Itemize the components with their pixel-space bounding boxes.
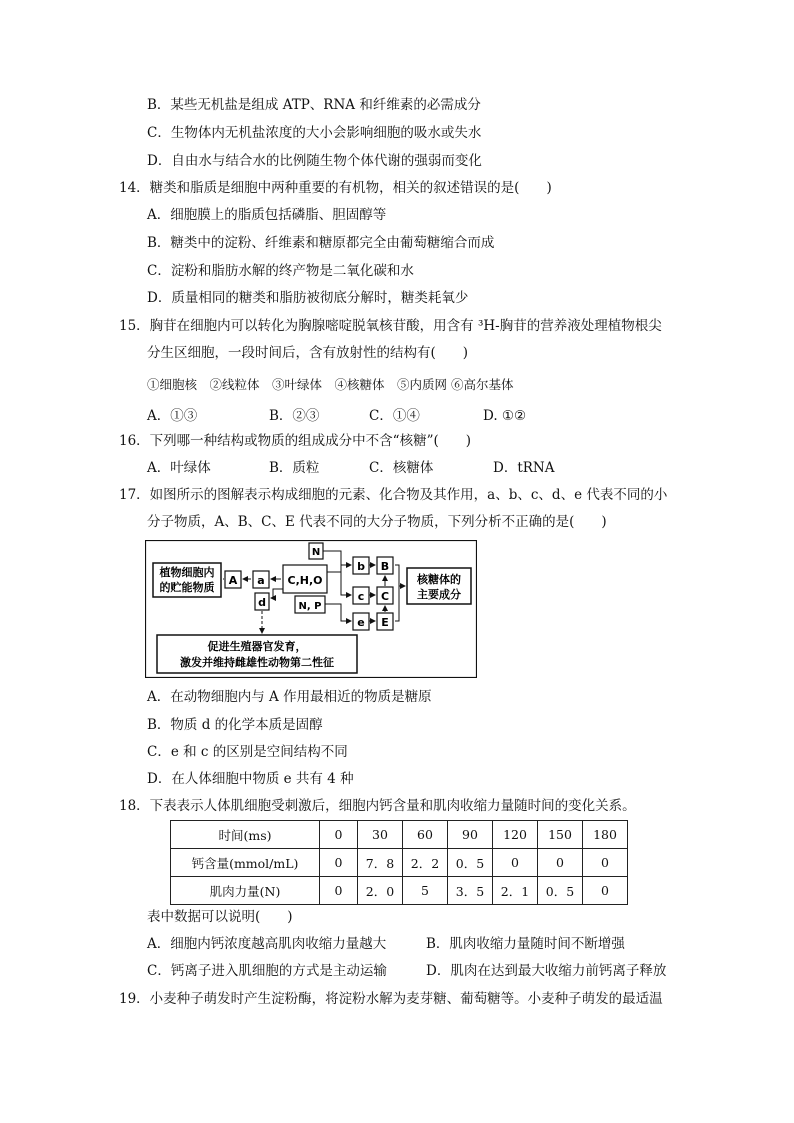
table-cell: 0 [583,877,628,905]
label-E: E [381,616,389,629]
table-row [171,821,628,849]
label-e: e [357,616,365,629]
q16-option-a: A．叶绿体 [147,460,211,476]
table-cell: 180 [583,821,628,849]
q16-option-b: B．质粒 [269,460,320,476]
label-C: C [380,590,390,603]
q18-table [170,820,628,905]
table-row [171,877,628,905]
table-cell: 30 [358,821,403,849]
table-cell: 0．5 [538,877,583,905]
table-cell: 90 [448,821,493,849]
q15-option-c: C．①④ [369,408,420,424]
q17-stem-line1: 17．如图所示的图解表示构成细胞的元素、化合物及其作用，a、b、c、d、e 代表不同的小 [119,487,668,503]
q14-option-c: C．淀粉和脂肪水解的终产物是二氧化碳和水 [147,263,414,279]
table-cell: 肌肉力量(N) [171,877,320,905]
q15-option-a: A．①③ [147,408,198,424]
table-cell: 0．5 [448,849,493,877]
label-d: d [258,596,266,609]
ribosome-label-2: 主要成分 [417,588,461,601]
q13-option-c: C．生物体内无机盐浓度的大小会影响细胞的吸水或失水 [147,125,482,141]
table-row [171,849,628,877]
table-cell: 2．2 [403,849,448,877]
q17-option-d: D．在人体细胞中物质 e 共有 4 种 [147,771,354,787]
table-cell: 0 [320,877,358,905]
q15-items: ①细胞核 ②线粒体 ③叶绿体 ④核糖体 ⑤内质网 ⑥高尔基体 [147,377,514,392]
q17-stem-line2: 分子物质，A、B、C、E 代表不同的大分子物质，下列分析不正确的是( ) [147,514,607,530]
q15-stem-line1: 15．胸苷在细胞内可以转化为胸腺嘧啶脱氧核苷酸，用含有 ³H-胸苷的营养液处理植物根尖 [119,318,662,334]
q16-option-c: C．核糖体 [369,460,434,476]
q18-option-c: C．钙离子进入肌细胞的方式是主动运输 [147,963,387,979]
q17-option-a: A．在动物细胞内与 A 作用最相近的物质是糖原 [147,689,432,705]
q18-option-a: A．细胞内钙浓度越高肌肉收缩力量越大 [147,936,387,952]
q18-after-table: 表中数据可以说明( ) [147,909,293,925]
q19-stem: 19．小麦种子萌发时产生淀粉酶，将淀粉水解为麦芽糖、葡萄糖等。小麦种子萌发的最适温 [119,991,663,1007]
q16-stem: 16．下列哪一种结构或物质的组成成分中不含“核糖”( ) [119,433,472,449]
q15-stem-line2: 分生区细胞，一段时间后，含有放射性的结构有( ) [147,345,469,361]
q15-option-d: D. ①② [483,408,527,424]
q18-option-d: D．肌肉在达到最大收缩力前钙离子释放 [426,963,667,979]
q17-option-b: B．物质 d 的化学本质是固醇 [147,717,323,733]
table-cell: 60 [403,821,448,849]
label-c: c [357,590,365,603]
storage-label-2: 的贮能物质 [159,581,215,594]
storage-label-1: 植物细胞内 [159,566,215,579]
table-cell: 0 [583,849,628,877]
label-A: A [228,574,238,587]
q17-option-c: C．e 和 c 的区别是空间结构不同 [147,744,348,760]
label-b: b [357,560,365,573]
q14-option-d: D．质量相同的糖类和脂肪被彻底分解时，糖类耗氧少 [147,290,469,306]
label-N: N [311,547,321,558]
table-cell: 120 [493,821,538,849]
function-label-1: 促进生殖器官发育， [207,640,307,653]
q14-option-a: A．细胞膜上的脂质包括磷脂、胆固醇等 [147,207,387,223]
table-cell: 0 [320,821,358,849]
q14-stem: 14．糖类和脂质是细胞中两种重要的有机物，相关的叙述错误的是( ) [119,180,552,196]
table-cell: 2．0 [358,877,403,905]
ribosome-label-1: 核糖体的 [417,573,461,586]
function-label-2: 激发并维持雌雄性动物第二性征 [180,656,334,669]
label-B: B [380,560,390,573]
table-cell: 0 [320,849,358,877]
q13-option-b: B．某些无机盐是组成 ATP、RNA 和纤维素的必需成分 [147,97,481,113]
table-cell: 钙含量(mmol/mL) [171,849,320,877]
table-cell: 150 [538,821,583,849]
table-cell: 5 [403,877,448,905]
table-cell: 7．8 [358,849,403,877]
table-cell: 0 [493,849,538,877]
q18-option-b: B．肌肉收缩力量随时间不断增强 [426,936,625,952]
label-chno: C,H,O [287,574,323,587]
table-cell: 时间(ms) [171,821,320,849]
table-cell: 0 [538,849,583,877]
q17-diagram [145,540,477,678]
q13-option-d: D．自由水与结合水的比例随生物个体代谢的强弱而变化 [147,153,482,169]
q16-option-d: D．tRNA [493,460,555,476]
q14-option-b: B．糖类中的淀粉、纤维素和糖原都完全由葡萄糖缩合而成 [147,235,495,251]
label-NP: N, P [298,601,322,612]
table-cell: 2．1 [493,877,538,905]
q18-stem: 18．下表表示人体肌细胞受刺激后，细胞内钙含量和肌肉收缩力量随时间的变化关系。 [119,798,636,814]
table-cell: 3．5 [448,877,493,905]
q15-option-b: B．②③ [269,408,320,424]
label-a: a [257,574,265,587]
